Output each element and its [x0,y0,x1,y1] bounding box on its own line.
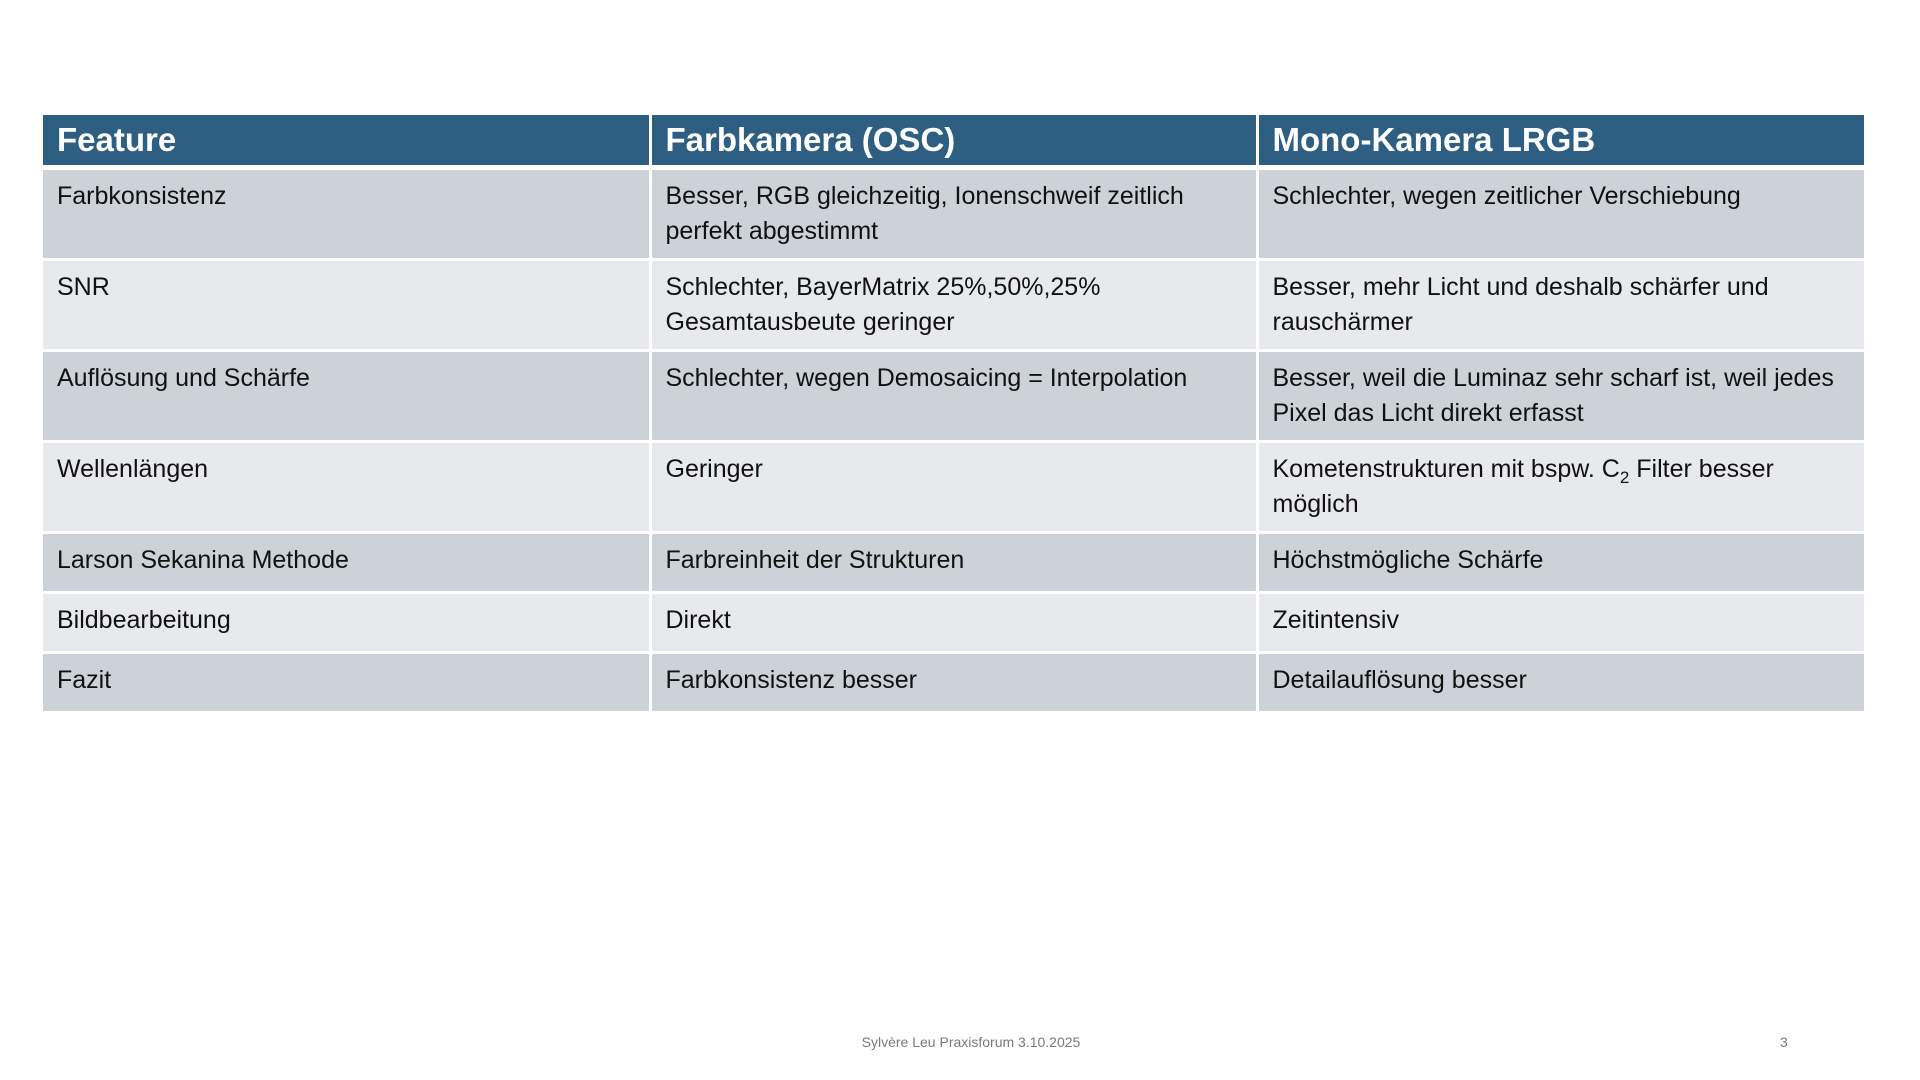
cell-mono: Besser, mehr Licht und deshalb schärfer und rauschärmer [1257,260,1864,351]
cell-feature: Wellenlängen [43,442,650,533]
header-mono-camera: Mono-Kamera LRGB [1257,115,1864,168]
table-row [43,593,1864,653]
cell-mono: Zeitintensiv [1257,593,1864,653]
header-osc-camera: Farbkamera (OSC) [650,115,1257,168]
cell-feature: Bildbearbeitung [43,593,650,653]
cell-mono: Besser, weil die Luminaz sehr scharf ist, weil jedes Pixel das Licht direkt erfasst [1257,351,1864,442]
table-row [43,653,1864,713]
cell-mono: Höchstmögliche Schärfe [1257,533,1864,593]
cell-feature: Fazit [43,653,650,713]
cell-mono [1257,442,1864,533]
page-number: 3 [1780,1034,1788,1050]
cell-feature: Auflösung und Schärfe [43,351,650,442]
cell-mono: Schlechter, wegen zeitlicher Verschiebung [1257,168,1864,260]
comparison-table [43,115,1864,714]
cell-osc: Schlechter, wegen Demosaicing = Interpolation [650,351,1257,442]
cell-mono-text-before: Kometenstrukturen mit bspw. C [1272,455,1620,483]
cell-osc: Farbkonsistenz besser [650,653,1257,713]
cell-mono: Detailauflösung besser [1257,653,1864,713]
cell-feature: Farbkonsistenz [43,168,650,260]
table-row [43,168,1864,260]
cell-feature: Larson Sekanina Methode [43,533,650,593]
table-row [43,351,1864,442]
table-row [43,533,1864,593]
footer-text: Sylvère Leu Praxisforum 3.10.2025 [861,1034,1081,1050]
cell-osc: Farbreinheit der Strukturen [650,533,1257,593]
header-feature: Feature [43,115,650,168]
table-header-row [43,115,1864,168]
cell-osc: Besser, RGB gleichzeitig, Ionenschweif zeitlich perfekt abgestimmt [650,168,1257,260]
cell-mono-text-after: Filter besser möglich [1272,455,1774,518]
cell-osc: Geringer [650,442,1257,533]
cell-osc: Schlechter, BayerMatrix 25%,50%,25% Gesamtausbeute geringer [650,260,1257,351]
subscript-2: 2 [1619,468,1630,487]
cell-osc: Direkt [650,593,1257,653]
cell-feature: SNR [43,260,650,351]
table-row [43,260,1864,351]
table-row [43,442,1864,533]
